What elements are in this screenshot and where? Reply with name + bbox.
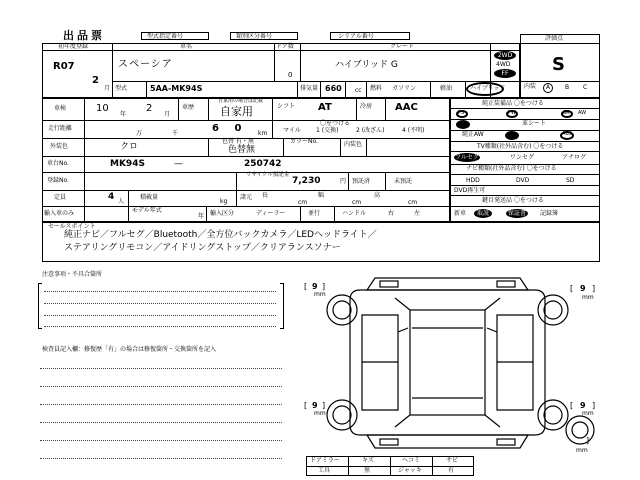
legend-jack: ジャッキ xyxy=(398,467,422,474)
interior-a: A xyxy=(546,84,551,91)
sales-points-frame xyxy=(42,222,600,262)
car-name-label: 車名 xyxy=(180,43,193,50)
tread-fl-value: 9 xyxy=(312,282,318,291)
dims-label: 諸元 xyxy=(240,194,253,201)
navi-sd: SD xyxy=(566,177,575,184)
handle-label: ハンドル xyxy=(342,210,367,217)
sales-points-label: セールスポイント xyxy=(48,223,96,230)
mileage-value: 6 0 xyxy=(212,123,248,134)
recycle-unit: 円 xyxy=(340,178,347,185)
load-label: 積載量 xyxy=(140,194,159,201)
import-type-label: 輸入区分 xyxy=(210,210,235,217)
capacity-value: 4 xyxy=(108,192,115,202)
import-only-label: 輸入車のみ xyxy=(44,210,75,217)
dims-cm-1: cm xyxy=(298,199,308,206)
keys-warranty-circled: 保証書 xyxy=(507,210,526,217)
registration-label: 登録No. xyxy=(47,177,69,184)
model-label: 型式 xyxy=(115,85,128,92)
navi-hdd: HDD xyxy=(466,177,480,184)
usage-label: 車歴 xyxy=(182,104,195,111)
equip-airbag-circled xyxy=(505,131,519,140)
navi-title: ナビ種類(社外品含む) 〇をつける xyxy=(466,165,557,172)
doors-label: ドア数 xyxy=(276,43,294,50)
legend-rust: サビ xyxy=(446,457,459,464)
first-registration-month: 2 xyxy=(92,75,99,86)
usage-value: 自家用 xyxy=(220,105,253,118)
mileage-unit-sen: 千 xyxy=(172,130,179,137)
cc-unit: cc xyxy=(355,87,362,94)
keys-record: 記録簿 xyxy=(540,210,559,217)
recycle-label: リサイクル預託金 xyxy=(246,172,290,178)
legend-dent: ヘコミ xyxy=(402,457,421,464)
equip-aw: AW xyxy=(578,110,587,116)
mileage-kind-unknown: 4 (不明) xyxy=(402,127,425,134)
capacity-label: 定員 xyxy=(54,194,67,201)
model-year-label: モデル年式 xyxy=(132,207,162,214)
mileage-kind-swap: 1 (交換) xyxy=(316,127,339,134)
fuel-diesel: 軽油 xyxy=(440,85,453,92)
car-damage-diagram xyxy=(300,270,600,475)
legend-present: 有 xyxy=(448,467,455,474)
inspection-label: 車検 xyxy=(54,105,67,112)
tv-analog: アナログ xyxy=(562,154,587,161)
recycle-not-deposited: 未預託 xyxy=(394,178,413,185)
tv-oneseg: ワンセグ xyxy=(510,154,535,161)
dims-cm-2: cm xyxy=(352,199,362,206)
inspection-year-unit: 年 xyxy=(120,111,127,118)
sales-points-line2: ステアリングリモコン／アイドリングストップ／クリアランスソナー xyxy=(64,243,341,253)
chassis-dash: — xyxy=(174,159,183,169)
inspection-year: 10 xyxy=(96,103,109,114)
first-registration-label: 初年度登録 xyxy=(58,43,89,50)
equipment-title: 純正装備品 〇をつける xyxy=(482,100,544,107)
fuel-hybrid: ハイブリッド xyxy=(470,85,506,92)
mileage-kind-mile: マイル xyxy=(283,127,301,134)
tread-fl-bracket: [ xyxy=(304,282,308,291)
color-no-label: カラーNo. xyxy=(290,138,318,145)
mileage-kind-note: 〇をつける xyxy=(320,120,351,127)
inspection-month: 2 xyxy=(146,103,153,114)
inspector-label: 検査員記入欄：修復歴「有」の場合は修復箇所・交換箇所を記入 xyxy=(42,346,217,353)
displacement-value: 660 xyxy=(325,84,342,93)
interior-label: 内装 xyxy=(524,83,537,90)
import-type-parallel: 並行 xyxy=(308,210,321,217)
legend-scratch: キズ xyxy=(362,457,374,464)
recycle-deposited: 預託済 xyxy=(352,178,371,185)
page-title: 出品票 xyxy=(63,29,105,42)
evaluation-score: S xyxy=(552,54,565,75)
color-change-value: 色替無 xyxy=(228,145,256,155)
equip-abs: ABS xyxy=(562,131,572,137)
equip-pw: PW xyxy=(508,110,516,116)
first-registration-year: R07 xyxy=(53,61,75,72)
chassis-number: 250742 xyxy=(244,159,282,169)
import-type-dealer: ディーラー xyxy=(256,210,286,217)
displacement-label: 排気量 xyxy=(300,85,319,92)
navi-dvd: DVD xyxy=(516,177,530,184)
drive-ff-circled: FF xyxy=(494,69,516,78)
recycle-value: 7,230 xyxy=(292,176,321,186)
equip-leather: 革シート xyxy=(522,120,547,127)
tread-rl-value: 9 xyxy=(312,401,318,410)
tread-fr-unit: mm xyxy=(582,294,594,301)
inspection-month-unit: 月 xyxy=(164,111,171,118)
shift-value: AT xyxy=(318,102,332,113)
model-value: 5AA-MK94S xyxy=(150,84,203,93)
color-label: 外装色 xyxy=(50,143,69,150)
color-change-label: 色替 有・無 xyxy=(222,138,254,145)
capacity-unit: 人 xyxy=(118,198,125,205)
tv-title: TV種類(社外品含む) 〇をつける xyxy=(477,143,564,150)
mileage-km-unit: km xyxy=(258,130,268,137)
legend-mirror: ドアミラー xyxy=(310,457,340,464)
serial-number-label: シリアル番号 xyxy=(338,33,374,40)
ac-label: 冷房 xyxy=(360,103,373,110)
month-unit: 月 xyxy=(104,85,111,92)
chassis-label: 車台No. xyxy=(47,160,69,167)
equip-genuine-aw: 純正AW xyxy=(462,131,484,138)
dims-height: 高 xyxy=(374,192,381,199)
handle-right: 右 xyxy=(388,210,395,217)
notes-label: 注意事項・不具合箇所 xyxy=(42,271,103,278)
tread-fr-value: 9 xyxy=(580,284,586,293)
dims-width: 幅 xyxy=(318,192,325,199)
handle-left: 左 xyxy=(414,210,421,217)
legend-tools: 工具 xyxy=(318,467,331,474)
dims-cm-3: cm xyxy=(408,199,418,206)
color-value: クロ xyxy=(120,142,139,152)
tread-rr-value: 9 xyxy=(580,401,586,410)
shift-label: シフト xyxy=(277,103,296,110)
category-number-label: 類別区分番号 xyxy=(236,33,273,40)
mileage-label: 走行距離 xyxy=(48,125,73,132)
grade-value: ハイブリッド G xyxy=(335,60,398,70)
keys-manual-circled: 取説 xyxy=(474,209,492,218)
chassis-prefix: MK94S xyxy=(110,159,145,169)
new-car-label: 新車 xyxy=(454,210,467,217)
type-designation-label: 型式指定番号 xyxy=(147,33,184,40)
mileage-unit-man: 万 xyxy=(136,130,143,137)
usage-note: 自家用の場合は記載 xyxy=(218,98,264,104)
tread-fl-unit: mm xyxy=(314,291,326,298)
fuel-gasoline: ガソリン xyxy=(392,85,417,92)
fuel-label: 燃料 xyxy=(370,85,383,92)
tread-rr-unit: mm xyxy=(582,410,594,417)
legend-none: 無 xyxy=(364,467,371,474)
tread-spare-unit: mm xyxy=(576,447,588,454)
sales-points-line1: 純正ナビ／フルセグ／Bluetooth／全方位バックカメラ／LEDヘッドライト／ xyxy=(64,230,377,240)
car-name-value: スペーシア xyxy=(118,59,173,70)
interior-b: B xyxy=(565,84,570,91)
dvd-playback: DVD再生可 xyxy=(454,187,486,194)
load-unit: kg xyxy=(220,198,228,205)
interior-c: C xyxy=(583,84,588,91)
equip-sr: SR xyxy=(563,110,570,116)
dims-length: 長 xyxy=(262,192,269,199)
interior-color-label: 内装色 xyxy=(344,141,363,148)
tv-fullseg-circled: フルセグ xyxy=(455,154,479,161)
tread-rl-unit: mm xyxy=(314,410,326,417)
model-year-suffix: 年 xyxy=(198,213,205,220)
evaluation-label: 評価点 xyxy=(545,35,564,42)
keys-title: 鍵目発送品 〇をつける xyxy=(482,197,544,204)
mileage-kind-tamper: 2 (改ざん) xyxy=(356,127,385,134)
equip-ps: PS xyxy=(458,110,465,116)
ac-value: AAC xyxy=(395,102,418,113)
drive-2wd-circled: 2WD xyxy=(494,51,516,60)
grade-label: グレード xyxy=(390,43,415,50)
doors-value: 0 xyxy=(288,71,293,79)
drive-4wd-label: 4WD xyxy=(496,61,511,68)
